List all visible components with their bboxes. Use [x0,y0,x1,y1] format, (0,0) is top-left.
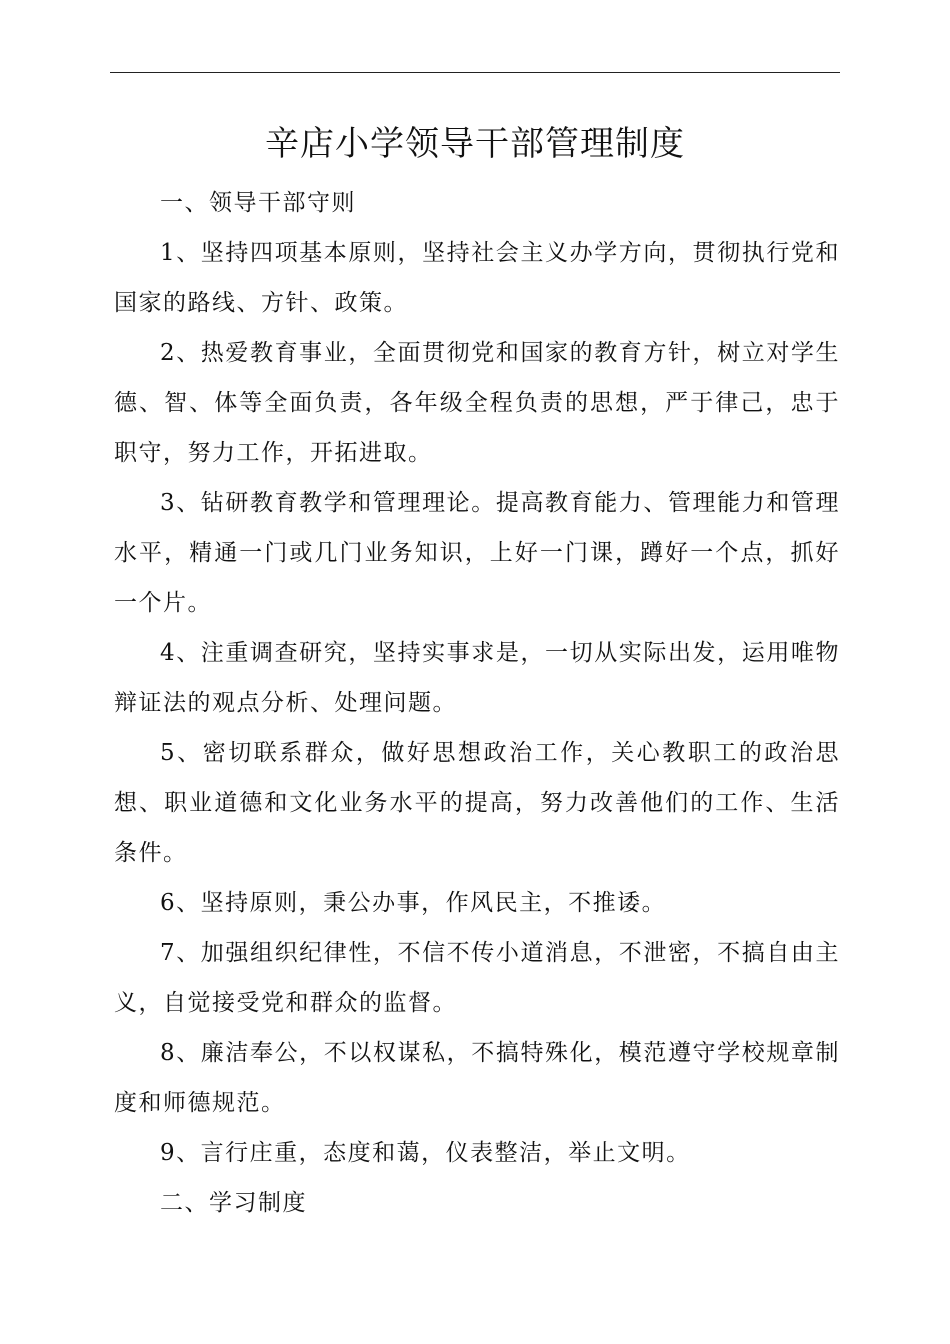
rule-paragraph: 4、注重调查研究，坚持实事求是，一切从实际出发，运用唯物辩证法的观点分析、处理问题。 [114,640,840,716]
header-rule [110,72,840,73]
rule-paragraph: 3、钻研教育教学和管理理论。提高教育能力、管理能力和管理水平，精通一门或几门业务知识，上好一门课，蹲好一个点，抓好一个片。 [114,490,840,616]
rule-paragraph: 2、热爱教育事业，全面贯彻党和国家的教育方针，树立对学生德、智、体等全面负责，各年级全程负责的思想，严于律己，忠于职守，努力工作，开拓进取。 [114,340,840,466]
rule-paragraph: 1、坚持四项基本原则，坚持社会主义办学方向，贯彻执行党和国家的路线、方针、政策。 [114,240,840,316]
rule-paragraph: 9、言行庄重，态度和蔼，仪表整洁，举止文明。 [160,1140,691,1166]
section-heading-1: 一、领导干部守则 [160,190,356,216]
rule-paragraph: 8、廉洁奉公，不以权谋私，不搞特殊化，模范遵守学校规章制度和师德规范。 [114,1040,840,1116]
rule-paragraph: 6、坚持原则，秉公办事，作风民主，不推诿。 [160,890,667,916]
section-heading-2: 二、学习制度 [160,1190,307,1216]
document-title: 辛店小学领导干部管理制度 [265,124,685,164]
rule-paragraph: 7、加强组织纪律性，不信不传小道消息，不泄密，不搞自由主义，自觉接受党和群众的监督。 [114,940,840,1016]
document-body [114,178,840,1228]
rule-paragraph: 5、密切联系群众，做好思想政治工作，关心教职工的政治思想、职业道德和文化业务水平的提高，努力改善他们的工作、生活条件。 [114,740,840,866]
